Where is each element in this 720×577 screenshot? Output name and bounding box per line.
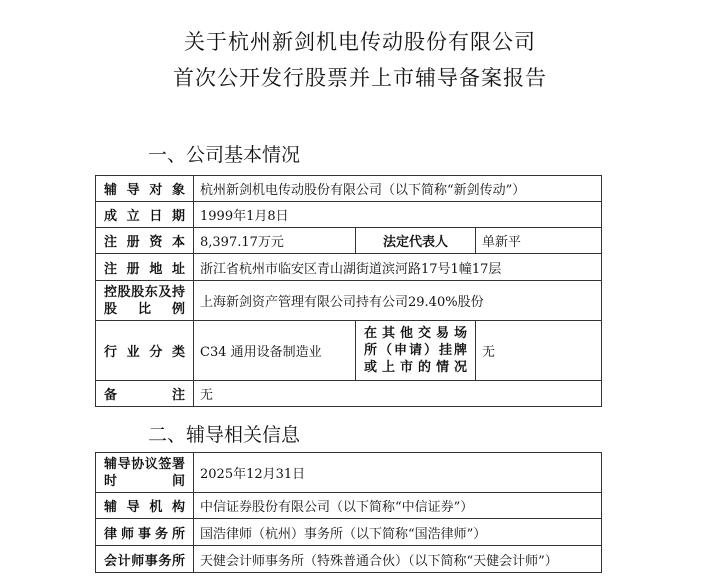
table-row <box>96 519 602 546</box>
law-firm-label: 律师事务所 <box>96 519 194 546</box>
tutoring-target-value: 杭州新剑机电传动股份有限公司（以下简称“新剑传动”） <box>194 176 602 202</box>
table-row <box>96 321 602 381</box>
tutoring-institution-label: 辅导机构 <box>96 493 194 519</box>
registered-capital-value: 8,397.17万元 <box>194 228 356 254</box>
report-title-line-2: 首次公开发行股票并上市辅导备案报告 <box>173 66 547 90</box>
table-row <box>96 176 602 202</box>
table-row <box>96 546 602 573</box>
law-firm-value: 国浩律师（杭州）事务所（以下简称“国浩律师”） <box>194 519 602 546</box>
founded-date-value: 1999年1月8日 <box>194 202 602 228</box>
tutoring-institution-value: 中信证券股份有限公司（以下简称“中信证券”） <box>194 493 602 519</box>
other-exchange-listing-label <box>356 321 476 381</box>
registered-capital-label: 注册资本 <box>96 228 194 254</box>
registered-address-label: 注册地址 <box>96 254 194 281</box>
other-exchange-listing-label-line-3: 或上市的情况 <box>364 360 467 375</box>
registered-address-value: 浙江省杭州市临安区青山湖街道滨河路17号1幢17层 <box>194 254 602 281</box>
industry-classification-label: 行业分类 <box>96 321 194 381</box>
agreement-signing-time-value: 2025年12月31日 <box>194 453 602 493</box>
legal-representative-value: 单新平 <box>476 228 602 254</box>
table-row <box>96 254 602 281</box>
section-heading-company-info: 一、公司基本情况 <box>148 144 301 166</box>
table-row <box>96 281 602 321</box>
remark-label: 备注 <box>96 381 194 407</box>
other-exchange-listing-label-line-2: 所（申请）挂牌 <box>364 343 467 358</box>
industry-classification-value: C34 通用设备制造业 <box>194 321 356 381</box>
founded-date-label: 成立日期 <box>96 202 194 228</box>
controlling-shareholder-label-line-2: 股比例 <box>104 301 185 317</box>
agreement-signing-time-label <box>96 453 194 493</box>
section-heading-tutoring-info: 二、辅导相关信息 <box>148 424 301 446</box>
table-row <box>96 493 602 519</box>
table-row <box>96 381 602 407</box>
accounting-firm-label: 会计师事务所 <box>96 546 194 573</box>
controlling-shareholder-label-line-1: 控股股东及持 <box>104 284 185 300</box>
table-row <box>96 228 602 254</box>
tutoring-info-table <box>95 452 602 573</box>
table-row <box>96 202 602 228</box>
table-row <box>96 453 602 493</box>
company-info-table <box>95 175 602 407</box>
controlling-shareholder-value: 上海新剑资产管理有限公司持有公司29.40%股份 <box>194 281 602 321</box>
other-exchange-listing-value: 无 <box>476 321 602 381</box>
other-exchange-listing-label-line-1: 在其他交易场 <box>364 326 467 341</box>
agreement-signing-time-label-line-1: 辅导协议签署 <box>104 456 185 472</box>
accounting-firm-value: 天健会计师事务所（特殊普通合伙）（以下简称“天健会计师”） <box>194 546 602 573</box>
legal-representative-label: 法定代表人 <box>356 228 476 254</box>
agreement-signing-time-label-line-2: 时间 <box>104 473 185 489</box>
remark-value: 无 <box>194 381 602 407</box>
tutoring-target-label: 辅导对象 <box>96 176 194 202</box>
controlling-shareholder-label <box>96 281 194 321</box>
report-title-line-1: 关于杭州新剑机电传动股份有限公司 <box>184 30 536 54</box>
